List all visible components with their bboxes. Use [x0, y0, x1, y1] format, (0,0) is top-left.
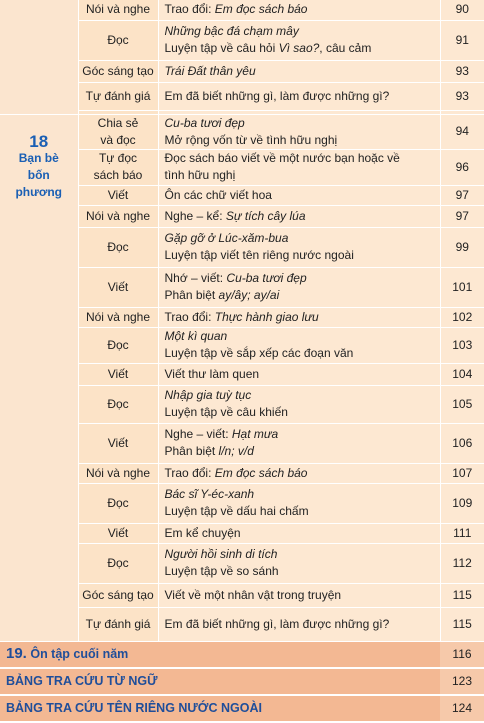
lesson-prefix: Trao đổi: — [164, 465, 215, 480]
skill-label: Đọc — [78, 385, 158, 423]
lesson-title: Viết thư làm quen — [158, 363, 440, 385]
skill-label: Góc sáng tạo — [78, 60, 158, 82]
page-number: 112 — [440, 543, 484, 583]
lesson-practice: Luyện tập về so sánh — [164, 564, 279, 578]
skill-label: Nói và nghe — [78, 0, 158, 20]
lesson-title: Em đọc sách báo — [214, 465, 308, 480]
skill-label: Tự đánh giá — [78, 607, 158, 641]
skill-label: Đọc — [78, 227, 158, 267]
toc-row — [0, 114, 484, 149]
lesson-title: Những bậc đá chạm mây — [164, 24, 299, 38]
page-number: 104 — [440, 363, 484, 385]
page-number: 116 — [440, 641, 484, 668]
lesson-practice: Luyện tập về sắp xếp các đoạn văn — [164, 346, 354, 360]
lesson-practice: Luyện tập viết tên riêng nước ngoài — [164, 248, 354, 262]
lesson-title: Nghe – viết: Hạt mưa — [164, 427, 279, 441]
page-number: 115 — [440, 607, 484, 641]
skill-label: Nói và nghe — [78, 463, 158, 483]
page-number: 97 — [440, 205, 484, 227]
page-number: 124 — [440, 695, 484, 722]
lesson-title: Đọc sách báo viết về một nước bạn hoặc về — [164, 151, 400, 165]
unit-title-line: bốn — [27, 167, 50, 182]
lesson-practice: tình hữu nghị — [164, 168, 236, 182]
lesson-practice: Mở rộng vốn từ về tình hữu nghị — [164, 132, 338, 147]
skill-label: Góc sáng tạo — [78, 583, 158, 607]
lesson-title: Em đã biết những gì, làm được những gì? — [158, 607, 440, 641]
page-number: 90 — [440, 0, 484, 20]
lesson-title: Gặp gỡ ở Lúc-xăm-bua — [164, 231, 289, 245]
page-number: 91 — [440, 20, 484, 60]
page-number: 107 — [440, 463, 484, 483]
page-number: 102 — [440, 307, 484, 327]
page-number: 103 — [440, 327, 484, 363]
page-number: 97 — [440, 185, 484, 205]
section-title: 19. Ôn tập cuối năm — [0, 641, 440, 668]
skill-label: Viết — [78, 267, 158, 307]
page-number: 105 — [440, 385, 484, 423]
toc-row-review — [0, 641, 484, 668]
lesson-title: Cu-ba tươi đẹp — [164, 115, 245, 130]
page-number: 99 — [440, 227, 484, 267]
lesson-title: Bác sĩ Y-éc-xanh — [164, 487, 255, 501]
lesson-prefix: Nghe – kể: — [164, 208, 226, 223]
page-number: 96 — [440, 149, 484, 185]
skill-label: Tự đánh giá — [78, 82, 158, 110]
page-number: 109 — [440, 483, 484, 523]
skill-label: Nói và nghe — [78, 205, 158, 227]
lesson-title: Thực hành giao lưu — [214, 309, 319, 324]
lesson-title: Em đọc sách báo — [214, 2, 308, 17]
skill-label: Tự đọc sách báo — [78, 149, 158, 185]
page-number: 115 — [440, 583, 484, 607]
lesson-title: Trái Đất thân yêu — [158, 60, 440, 82]
unit-number: 18 — [29, 131, 49, 151]
section-title: BẢNG TRA CỨU TÊN RIÊNG NƯỚC NGOÀI — [0, 695, 440, 722]
page-number: 106 — [440, 423, 484, 463]
lesson-title: Ôn các chữ viết hoa — [158, 185, 440, 205]
lesson-title: Người hồi sinh di tích — [164, 547, 278, 561]
lesson-title: Một kì quan — [164, 329, 228, 343]
page-number: 93 — [440, 60, 484, 82]
toc-row — [0, 0, 484, 20]
toc-row-foreign-names — [0, 695, 484, 722]
page-number: 93 — [440, 82, 484, 110]
lesson-prefix: Trao đổi: — [164, 2, 215, 17]
skill-label: Chia sẻ và đọc — [78, 114, 158, 149]
lesson-title: Viết về một nhân vật trong truyện — [158, 583, 440, 607]
lesson-practice: Luyện tập về câu hỏi Vì sao?, câu cảm — [164, 41, 372, 55]
skill-label: Nói và nghe — [78, 307, 158, 327]
page-number: 123 — [440, 668, 484, 695]
section-title: BẢNG TRA CỨU TỪ NGỮ — [0, 668, 440, 695]
skill-label: Viết — [78, 423, 158, 463]
lesson-title: Nhập gia tuỳ tục — [164, 388, 252, 402]
unit-title-line: Bạn bè — [18, 150, 59, 165]
page-number: 111 — [440, 523, 484, 543]
lesson-practice: Phân biệt ay/ây; ay/ai — [164, 288, 280, 302]
unit-18-title — [0, 114, 78, 641]
skill-label: Viết — [78, 523, 158, 543]
lesson-practice: Luyện tập về câu khiến — [164, 405, 288, 419]
lesson-practice: Phân biệt l/n; v/d — [164, 444, 254, 458]
unit-title-line: phương — [15, 184, 63, 199]
lesson-title: Em kể chuyện — [158, 523, 440, 543]
skill-label: Viết — [78, 185, 158, 205]
skill-label: Đọc — [78, 543, 158, 583]
lesson-title: Em đã biết những gì, làm được những gì? — [158, 82, 440, 110]
unit-17-cell — [0, 0, 78, 114]
lesson-title: Nhớ – viết: Cu-ba tươi đẹp — [164, 271, 307, 285]
lesson-title: Sự tích cây lúa — [225, 208, 306, 223]
skill-label: Đọc — [78, 327, 158, 363]
toc-row-glossary — [0, 668, 484, 695]
section-number: 19. — [6, 645, 27, 663]
page-number: 101 — [440, 267, 484, 307]
lesson-practice: Luyện tập về dấu hai chấm — [164, 504, 309, 518]
lesson-prefix: Trao đổi: — [164, 309, 215, 324]
page-number: 94 — [440, 114, 484, 149]
skill-label: Viết — [78, 363, 158, 385]
skill-label: Đọc — [78, 483, 158, 523]
skill-label: Đọc — [78, 20, 158, 60]
